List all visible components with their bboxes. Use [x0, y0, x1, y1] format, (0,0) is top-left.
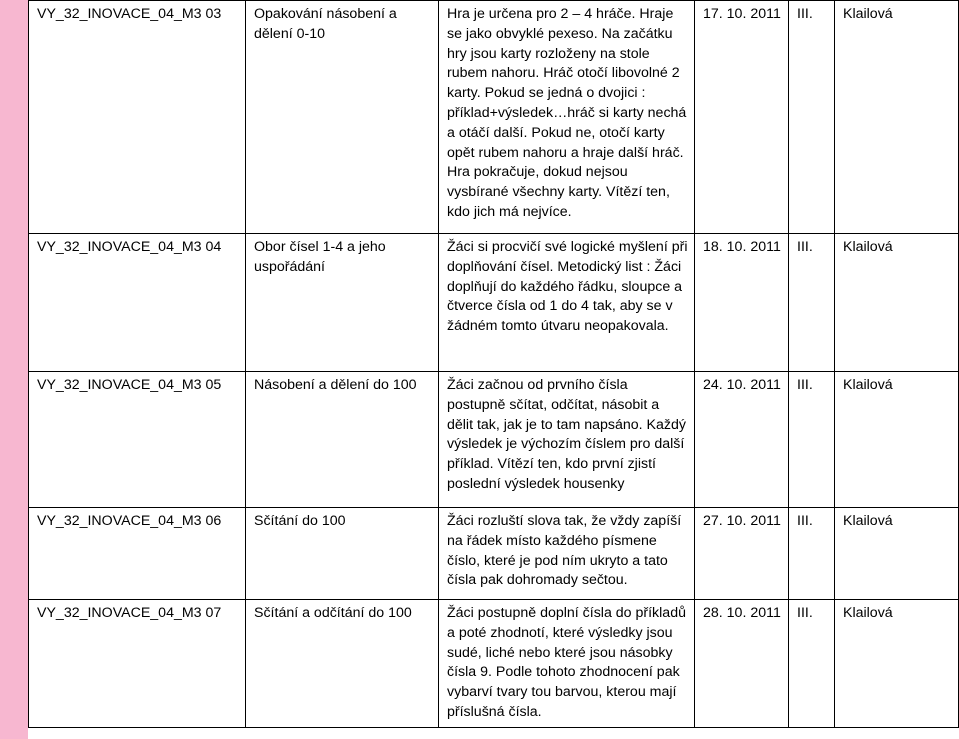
material-date: 27. 10. 2011	[695, 508, 789, 600]
table-row	[29, 1, 959, 234]
material-class: III.	[789, 508, 835, 600]
material-topic: Sčítání a odčítání do 100	[246, 600, 439, 728]
material-date: 17. 10. 2011	[695, 1, 789, 234]
material-author: Klailová	[835, 372, 959, 508]
left-margin-bar	[0, 0, 28, 739]
materials-table	[28, 0, 959, 728]
material-description: Žáci postupně doplní čísla do příkladů a poté zhodnotí, které výsledky jsou sudé, liché nebo které jsou násobky čísla 9. Podle tohoto zhodnocení pak vybarví tvary tou barvou, kterou mají příslušná čísla.	[439, 600, 695, 728]
material-code: VY_32_INOVACE_04_M3 05	[29, 372, 246, 508]
material-date: 24. 10. 2011	[695, 372, 789, 508]
material-author: Klailová	[835, 508, 959, 600]
material-description: Hra je určena pro 2 – 4 hráče. Hraje se jako obvyklé pexeso. Na začátku hry jsou karty rozloženy na stole rubem nahoru. Hráč otočí libovolné 2 karty. Pokud se jedná o dvojici : příklad+výsledek…hráč si karty nechá a otáčí další. Pokud ne, otočí karty opět rubem nahoru a hraje další hráč. Hra pokračuje, dokud nejsou vysbírané všechny karty. Vítězí ten, kdo jich má nejvíce.	[439, 1, 695, 234]
material-date: 18. 10. 2011	[695, 234, 789, 372]
material-class: III.	[789, 600, 835, 728]
material-author: Klailová	[835, 600, 959, 728]
material-description: Žáci si procvičí své logické myšlení při doplňování čísel. Metodický list : Žáci doplňují do každého řádku, sloupce a čtverce čísla od 1 do 4 tak, aby se v žádném tomto útvaru neopakovala.	[439, 234, 695, 372]
table-row	[29, 600, 959, 728]
material-description: Žáci rozluští slova tak, že vždy zapíší na řádek místo každého písmene číslo, které je pod ním ukryto a tato čísla pak dohromady sečtou.	[439, 508, 695, 600]
material-code: VY_32_INOVACE_04_M3 07	[29, 600, 246, 728]
material-date: 28. 10. 2011	[695, 600, 789, 728]
material-author: Klailová	[835, 234, 959, 372]
table-row	[29, 234, 959, 372]
table-row	[29, 372, 959, 508]
material-topic: Sčítání do 100	[246, 508, 439, 600]
material-topic: Obor čísel 1-4 a jeho uspořádání	[246, 234, 439, 372]
material-class: III.	[789, 372, 835, 508]
material-code: VY_32_INOVACE_04_M3 06	[29, 508, 246, 600]
material-topic: Násobení a dělení do 100	[246, 372, 439, 508]
material-topic: Opakování násobení a dělení 0-10	[246, 1, 439, 234]
material-code: VY_32_INOVACE_04_M3 03	[29, 1, 246, 234]
material-author: Klailová	[835, 1, 959, 234]
document-page	[28, 0, 958, 739]
material-class: III.	[789, 234, 835, 372]
material-class: III.	[789, 1, 835, 234]
material-description: Žáci začnou od prvního čísla postupně sčítat, odčítat, násobit a dělit tak, jak je to tam napsáno. Každý výsledek je výchozím číslem pro další příklad. Vítězí ten, kdo první zjistí poslední výsledek housenky	[439, 372, 695, 508]
material-code: VY_32_INOVACE_04_M3 04	[29, 234, 246, 372]
table-row	[29, 508, 959, 600]
